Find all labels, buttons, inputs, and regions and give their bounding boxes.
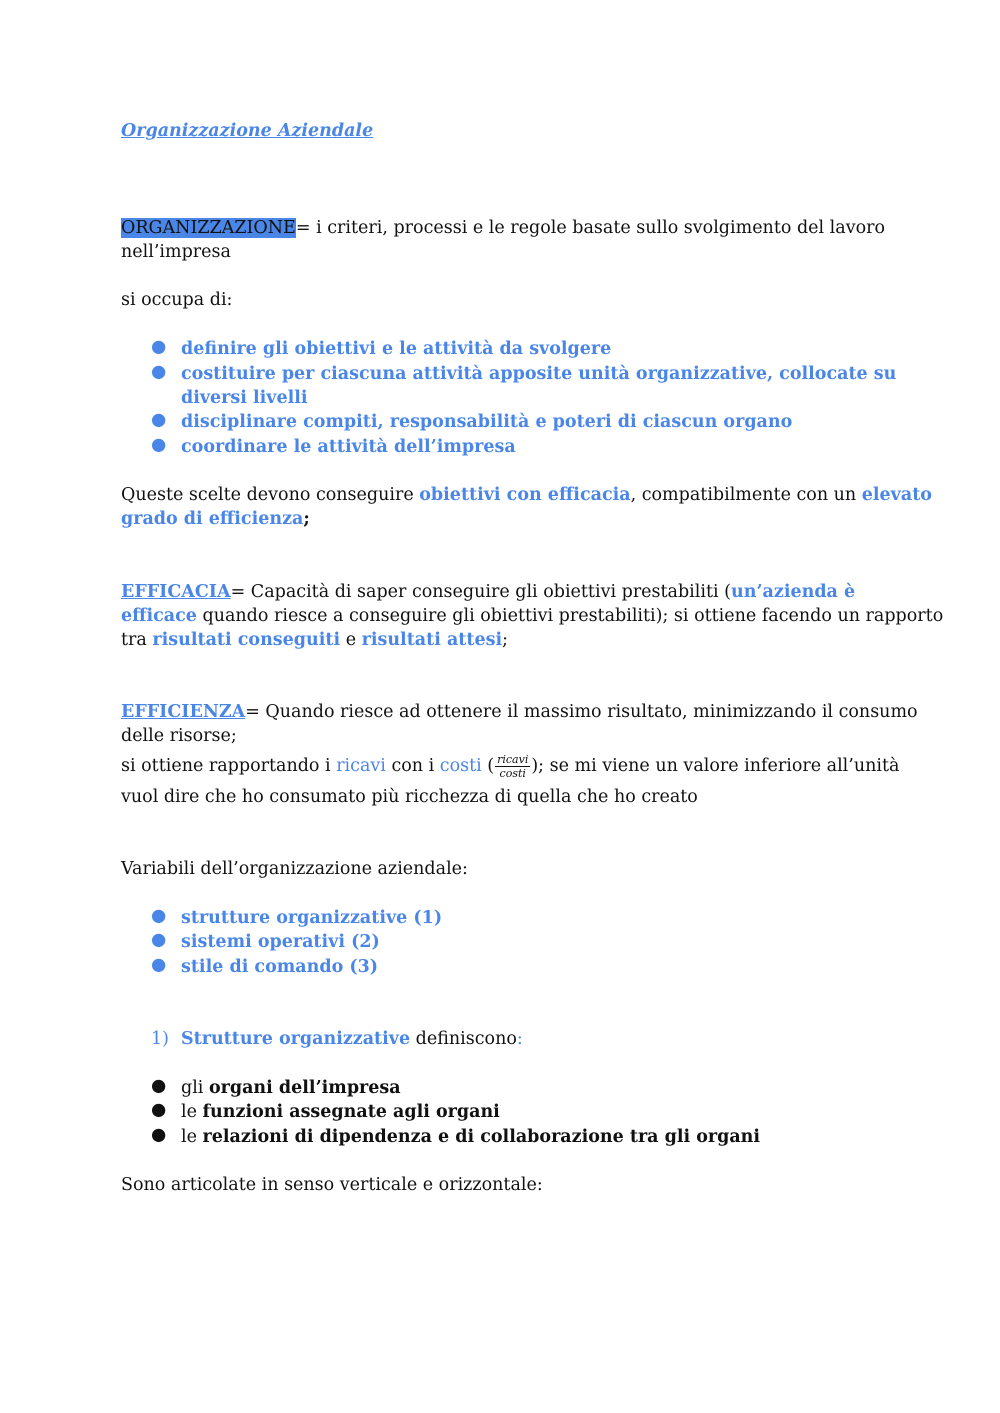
efficienza-line3: si ottiene rapportando i ricavi con i costi ( $\frac{\text{ricavi}}{\text{costi}}$ ); se mi viene un valore inferiore all’unità — [121, 753, 900, 780]
list-number: 1) — [151, 1029, 169, 1049]
organizzazione-definition-line2: nell’impresa — [121, 242, 231, 262]
bullet-icon: ● — [151, 362, 167, 382]
bullet-icon: ● — [151, 930, 167, 950]
strutture-term: Strutture organizzative — [181, 1029, 411, 1049]
organizzazione-term: ORGANIZZAZIONE — [121, 218, 296, 238]
list-item: definire gli obiettivi e le attività da svolgere — [181, 339, 612, 359]
bullet-icon: ● — [151, 955, 167, 975]
list-item: coordinare le attività dell’impresa — [181, 437, 516, 457]
list-item: gli organi dell’impresa — [181, 1078, 401, 1098]
efficienza-line2: delle risorse; — [121, 726, 237, 746]
ratio-fraction — [495, 753, 530, 780]
bullet-icon: ● — [151, 410, 167, 430]
list-item: stile di comando (3) — [181, 957, 379, 977]
scelte-paragraph-line2: grado di efficienza; — [121, 509, 310, 529]
fraction-numerator: ricavi — [497, 753, 529, 766]
bullet-icon: ● — [151, 337, 167, 357]
list-item: le funzioni assegnate agli organi — [181, 1102, 500, 1122]
efficacia-line1: EFFICACIA= Capacità di saper conseguire gli obiettivi prestabiliti (un’azienda è — [121, 582, 856, 602]
document-title: Organizzazione Aziendale — [121, 121, 374, 141]
efficienza-line4: vuol dire che ho consumato più ricchezza di quella che ho creato — [121, 787, 698, 807]
efficienza-line1: EFFICIENZA= Quando riesce ad ottenere il massimo risultato, minimizzando il consumo — [121, 702, 918, 722]
bullet-icon: ● — [151, 1125, 167, 1145]
efficacia-term: EFFICACIA — [121, 582, 231, 602]
efficacia-line2: efficace quando riesce a conseguire gli obiettivi prestabiliti); si ottiene facendo un rapporto — [121, 606, 944, 626]
variabili-intro: Variabili dell’organizzazione aziendale: — [121, 859, 468, 879]
scelte-paragraph-line1: Queste scelte devono conseguire obiettivi con efficacia, compatibilmente con un elevato — [121, 485, 932, 505]
bullet-icon: ● — [151, 435, 167, 455]
bullet-icon: ● — [151, 906, 167, 926]
efficienza-term: EFFICIENZA — [121, 702, 246, 722]
list-item: le relazioni di dipendenza e di collaborazione tra gli organi — [181, 1127, 761, 1147]
list-item: strutture organizzative (1) — [181, 908, 443, 928]
si-occupa-label: si occupa di: — [121, 290, 233, 310]
list-item: costituire per ciascuna attività apposite unità organizzative, collocate su — [181, 364, 897, 384]
articolate-line: Sono articolate in senso verticale e orizzontale: — [121, 1175, 543, 1195]
efficacia-line3: tra risultati conseguiti e risultati attesi; — [121, 630, 508, 650]
list-item-continuation: diversi livelli — [181, 388, 308, 408]
list-item: sistemi operativi (2) — [181, 932, 380, 952]
bullet-icon: ● — [151, 1100, 167, 1120]
organizzazione-definition-line1: ORGANIZZAZIONE= i criteri, processi e le regole basate sullo svolgimento del lavoro — [121, 218, 886, 238]
bullet-icon: ● — [151, 1076, 167, 1096]
fraction-denominator: costi — [499, 767, 526, 780]
list-item: disciplinare compiti, responsabilità e poteri di ciascun organo — [181, 412, 793, 432]
